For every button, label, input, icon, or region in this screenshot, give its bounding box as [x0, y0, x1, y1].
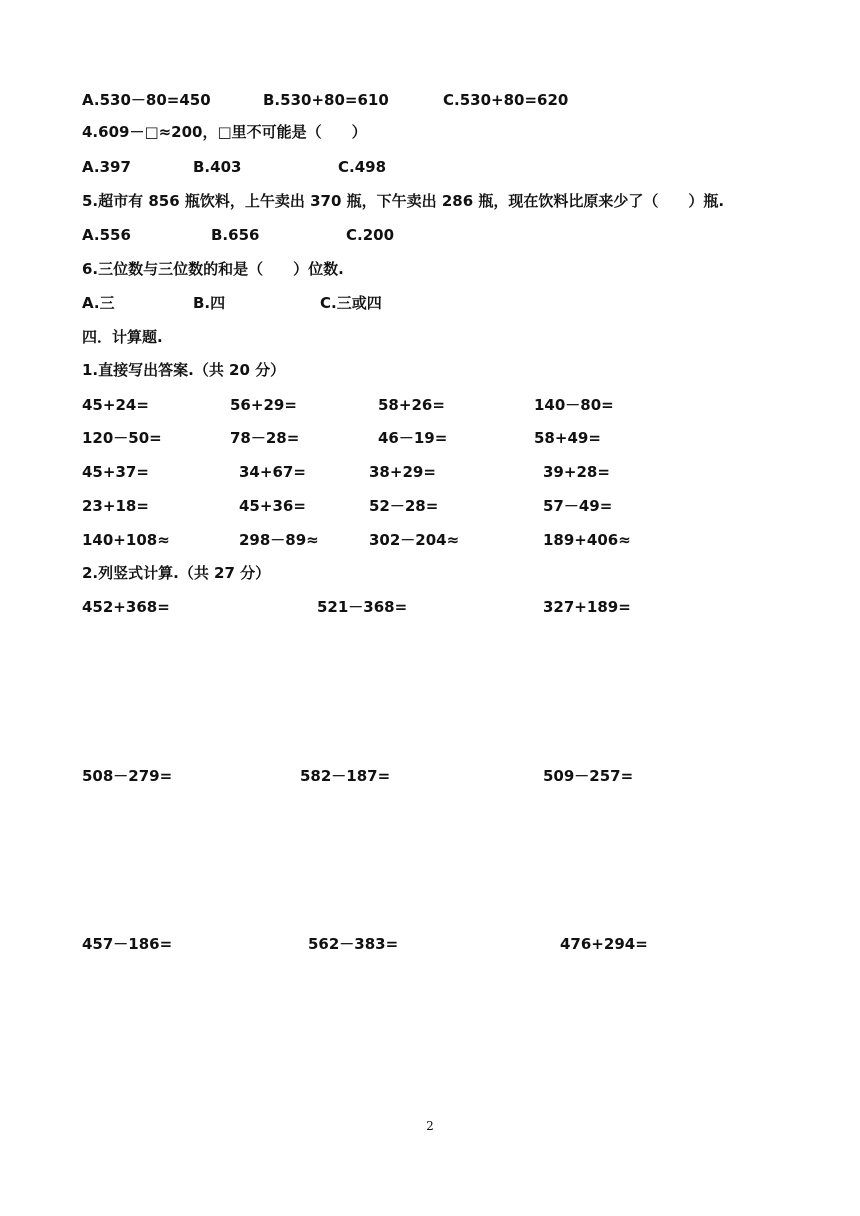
option-b: B.530+80=610 — [263, 91, 389, 109]
oral-calc-item: 120－50= — [82, 429, 162, 447]
oral-calc-row — [0, 393, 860, 417]
vertical-calc-item: 509－257= — [543, 767, 634, 785]
oral-calc-item: 57－49= — [543, 497, 613, 515]
option-c: C.498 — [338, 158, 387, 176]
oral-calc-item: 45+36= — [239, 497, 306, 515]
option-b: B.四 — [193, 294, 226, 312]
section-heading: 四．计算题. — [82, 328, 163, 346]
oral-calc-item: 78－28= — [230, 429, 300, 447]
vertical-calc-item: 562－383= — [308, 935, 399, 953]
q4-options — [0, 155, 860, 179]
option-a: A.三 — [82, 294, 115, 312]
oral-calc-row — [0, 494, 860, 518]
oral-calc-item: 34+67= — [239, 463, 306, 481]
oral-calc-item: 39+28= — [543, 463, 610, 481]
oral-calc-row — [0, 528, 860, 552]
vertical-calc-item: 457－186= — [82, 935, 173, 953]
vertical-calc-row — [0, 595, 860, 619]
q5-options — [0, 223, 860, 247]
oral-calc-item: 52－28= — [369, 497, 439, 515]
q4-stem: 4.609－□≈200，□里不可能是（ ） — [82, 123, 367, 141]
q3-options — [0, 88, 860, 112]
part2-title: 2.列竖式计算.（共 27 分） — [82, 564, 271, 582]
oral-calc-item: 58+49= — [534, 429, 601, 447]
option-b: B.403 — [193, 158, 242, 176]
oral-calc-item: 302－204≈ — [369, 531, 460, 549]
option-b: B.656 — [211, 226, 260, 244]
q6-stem: 6.三位数与三位数的和是（ ）位数. — [82, 260, 344, 278]
option-c: C.三或四 — [320, 294, 382, 312]
oral-calc-item: 56+29= — [230, 396, 297, 414]
q5-stem: 5.超市有 856 瓶饮料，上午卖出 370 瓶，下午卖出 286 瓶，现在饮料比原来少了（ ）瓶. — [82, 192, 725, 210]
oral-calc-item: 45+37= — [82, 463, 149, 481]
oral-calc-item: 140+108≈ — [82, 531, 170, 549]
section-heading-line — [0, 325, 860, 349]
option-c: C.200 — [346, 226, 395, 244]
oral-calc-item: 189+406≈ — [543, 531, 631, 549]
oral-calc-item: 298－89≈ — [239, 531, 319, 549]
option-a: A.556 — [82, 226, 131, 244]
oral-calc-item: 45+24= — [82, 396, 149, 414]
vertical-calc-item: 521－368= — [317, 598, 408, 616]
vertical-calc-item: 452+368= — [82, 598, 170, 616]
oral-calc-item: 140－80= — [534, 396, 614, 414]
vertical-calc-row — [0, 764, 860, 788]
q6-options — [0, 291, 860, 315]
part1-title-line — [0, 358, 860, 382]
oral-calc-item: 46－19= — [378, 429, 448, 447]
vertical-calc-item: 582－187= — [300, 767, 391, 785]
vertical-calc-item: 508－279= — [82, 767, 173, 785]
oral-calc-row — [0, 460, 860, 484]
vertical-calc-item: 327+189= — [543, 598, 631, 616]
vertical-calc-row — [0, 932, 860, 956]
option-c: C.530+80=620 — [443, 91, 569, 109]
oral-calc-row — [0, 426, 860, 450]
part2-title-line — [0, 561, 860, 585]
oral-calc-item: 38+29= — [369, 463, 436, 481]
oral-calc-item: 58+26= — [378, 396, 445, 414]
oral-calc-item: 23+18= — [82, 497, 149, 515]
part1-title: 1.直接写出答案.（共 20 分） — [82, 361, 286, 379]
option-a: A.397 — [82, 158, 131, 176]
q5-stem-line — [0, 189, 860, 213]
q6-stem-line — [0, 257, 860, 281]
vertical-calc-item: 476+294= — [560, 935, 648, 953]
page-number: 2 — [426, 1119, 434, 1133]
option-a: A.530－80=450 — [82, 91, 211, 109]
q4-stem-line — [0, 120, 860, 144]
